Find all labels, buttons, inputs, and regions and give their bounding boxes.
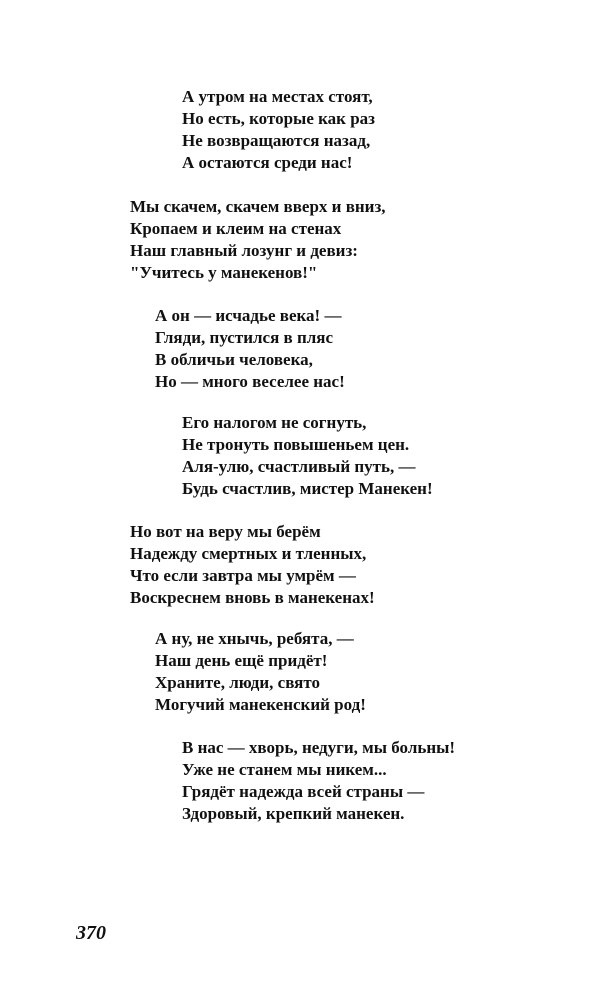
poem-line: Но есть, которые как раз	[182, 109, 375, 128]
poem-line: В обличьи человека,	[155, 350, 313, 369]
poem-line: Аля-улю, счастливый путь, —	[182, 457, 416, 476]
poem-line: Могучий манекенский род!	[155, 695, 366, 714]
poem-line: В нас — хворь, недуги, мы больны!	[182, 738, 456, 757]
poem-line: "Учитесь у манекенов!"	[130, 263, 318, 282]
poem-line: Но вот на веру мы берём	[130, 522, 321, 541]
stanza-6	[155, 628, 366, 716]
poem-line: А ну, не хнычь, ребята, —	[155, 629, 354, 648]
poem-line: Грядёт надежда всей страны —	[182, 782, 425, 801]
stanza-5	[130, 521, 375, 609]
poem-line: Но — много веселее нас!	[155, 372, 345, 391]
poem-line: Не возвращаются назад,	[182, 131, 371, 150]
stanza-7	[182, 737, 455, 825]
poem-line: Уже не станем мы никем...	[182, 760, 387, 779]
poem-line: Воскреснем вновь в манекенах!	[130, 588, 375, 607]
poem-line: Наш главный лозунг и девиз:	[130, 241, 358, 260]
stanza-2	[130, 196, 386, 284]
stanza-1	[182, 86, 375, 174]
poem-line: Наш день ещё придёт!	[155, 651, 328, 670]
stanza-3	[155, 305, 345, 393]
poem-line: Не тронуть повышеньем цен.	[182, 435, 410, 454]
poem-line: Кропаем и клеим на стенах	[130, 219, 342, 238]
poem-line: Будь счастлив, мистер Манекен!	[182, 479, 433, 498]
page-number: 370	[76, 922, 106, 944]
poem-line: А остаются среди нас!	[182, 153, 353, 172]
poem-line: Мы скачем, скачем вверх и вниз,	[130, 197, 386, 216]
poem-line: Надежду смертных и тленных,	[130, 544, 367, 563]
poem-line: Гляди, пустился в пляс	[155, 328, 334, 347]
poem-line: А он — исчадье века! —	[155, 306, 342, 325]
poem-line: Что если завтра мы умрём —	[130, 566, 356, 585]
poem-line: А утром на местах стоят,	[182, 87, 373, 106]
stanza-4	[182, 412, 433, 500]
poem-line: Храните, люди, свято	[155, 673, 320, 692]
poem-line: Его налогом не согнуть,	[182, 413, 367, 432]
poem-line: Здоровый, крепкий манекен.	[182, 804, 405, 823]
